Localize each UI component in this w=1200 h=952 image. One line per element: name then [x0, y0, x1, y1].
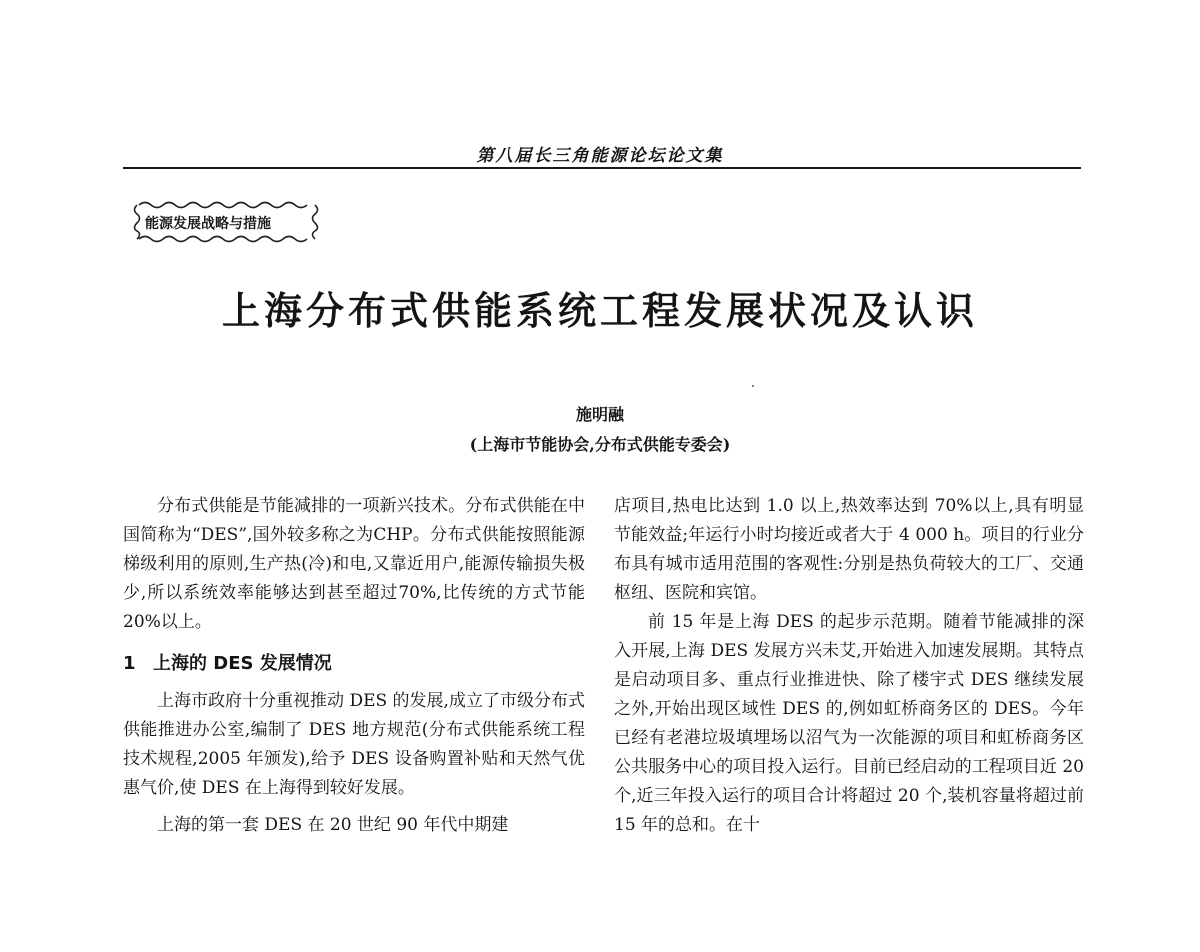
- paragraph: 上海市政府十分重视推动 DES 的发展,成立了市级分布式供能推进办公室,编制了 DES 地方规范(分布式供能系统工程技术规程,2005 年颁发),给予 DES 设备购置补贴和天然气优惠气价,使 DES 在上海得到较好发展。: [123, 691, 585, 798]
- author-name: 施明融: [575, 405, 624, 424]
- section-badge-label: 能源发展战略与措施: [145, 216, 271, 232]
- scan-speck: [752, 385, 754, 387]
- section-heading: [123, 649, 585, 679]
- author-affiliation: (上海市节能协会,分布式供能专委会): [469, 435, 731, 454]
- right-column: [614, 492, 1084, 840]
- left-column: [123, 492, 585, 840]
- header-rule: [123, 167, 1081, 169]
- section-badge: [131, 197, 321, 247]
- section-number: 1: [123, 653, 136, 674]
- section-title: 上海的 DES 发展情况: [153, 653, 332, 674]
- paragraph: 店项目,热电比达到 1.0 以上,热效率达到 70%以上,具有明显节能效益;年运行小时均接近或者大于 4 000 h。项目的行业分布具有城市适用范围的客观性:分别是热负荷较大的工厂、交通枢纽、医院和宾馆。: [614, 496, 1084, 603]
- intro-paragraph: 分布式供能是节能减排的一项新兴技术。分布式供能在中国简称为“DES”,国外较多称之为CHP。分布式供能按照能源梯级利用的原则,生产热(冷)和电,又靠近用户,能源传输损失极少,所以系统效率能够达到甚至超过70%,比传统的方式节能20%以上。: [123, 496, 585, 632]
- paragraph: 上海的第一套 DES 在 20 世纪 90 年代中期建: [157, 815, 509, 835]
- running-header: 第八届长三角能源论坛论文集: [476, 146, 724, 166]
- article-title: 上海分布式供能系统工程发展状况及认识: [221, 289, 978, 333]
- paragraph: 前 15 年是上海 DES 的起步示范期。随着节能减排的深入开展,上海 DES 发展方兴未艾,开始进入加速发展期。其特点是启动项目多、重点行业推进快、除了楼宇式 DES 继续发展之外,开始出现区域性 DES 的,例如虹桥商务区的 DES。今年已经有老港垃圾填埋场以沼气为一次能源的项目和虹桥商务区公共服务中心的项目投入运行。目前已经启动的工程项目近 20 个,近三年投入运行的项目合计将超过 20 个,装机容量将超过前 15 年的总和。在十: [614, 612, 1084, 835]
